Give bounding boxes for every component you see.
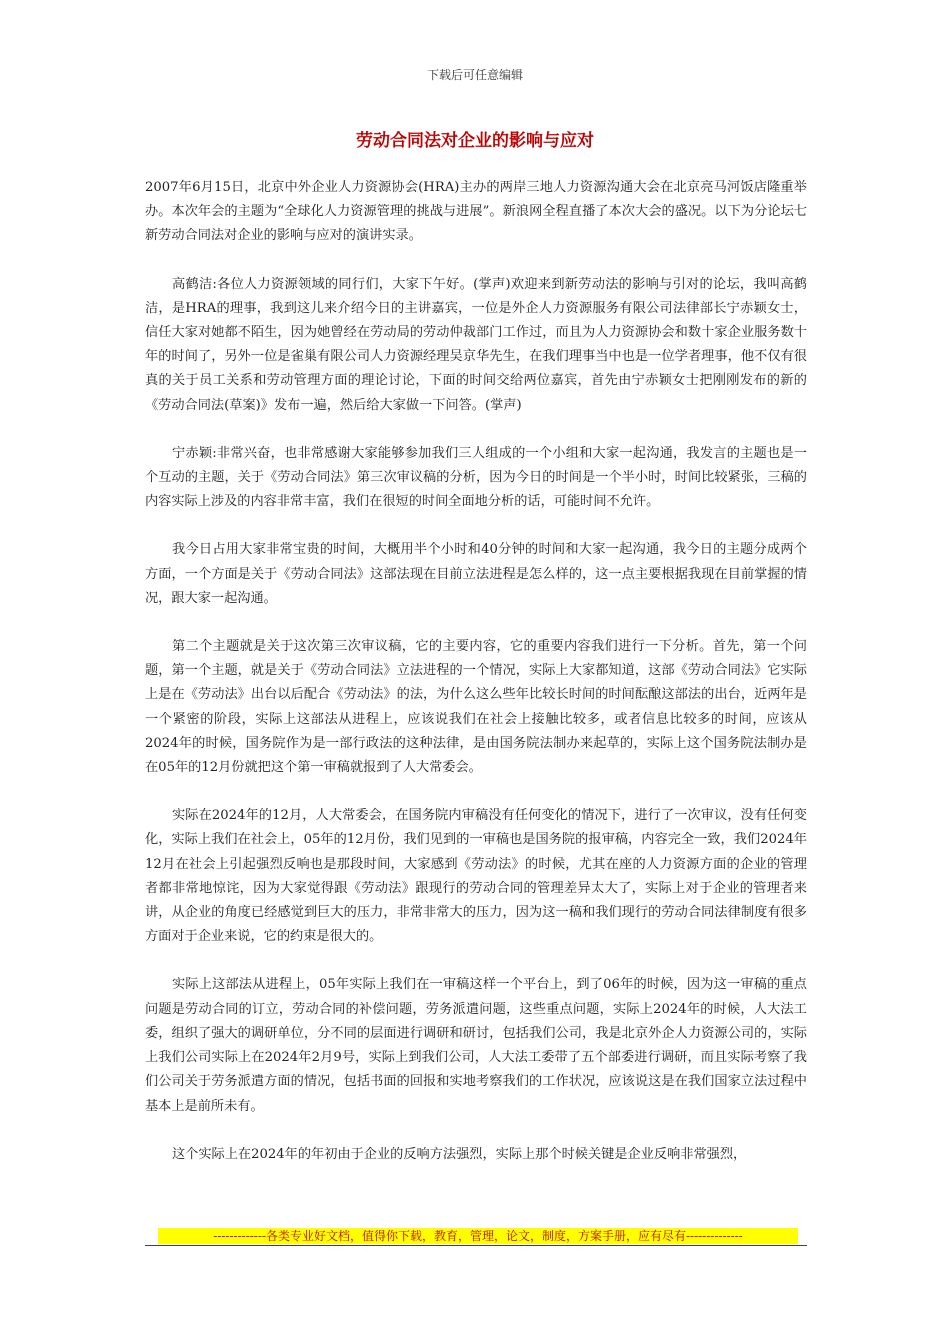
paragraph-ning-opening: 宁赤颖:非常兴奋，也非常感谢大家能够参加我们三人组成的一个小组和大家一起沟通，我发言的主题也是一个互动的主题，关于《劳动合同法》第三次审议稿的分析，因为今日的时间是一个半小时，时间比较紧张，三稿的内容实际上涉及的内容非常丰富，我们在很短的时间全面地分析的话，可能时间不允许。 [145,445,807,510]
document-body [145,176,807,1191]
paragraph-topics: 我今日占用大家非常宝贵的时间，大概用半个小时和40分钟的时间和大家一起沟通，我今日的主题分成两个方面，一个方面是关于《劳动合同法》这部法现在目前立法进程是怎么样的，这一点主要根据我现在目前掌握的情况，跟大家一起沟通。 [145,542,807,606]
paragraph-second-topic: 第二个主题就是关于这次第三次审议稿，它的主要内容，它的重要内容我们进行一下分析。首先，第一个问题，第一个主题，就是关于《劳动合同法》立法进程的一个情况，实际上大家都知道，这部《劳动合同法》它实际上是在《劳动法》出台以后配合《劳动法》的法，为什么这么些年比较长时间的时间酝酿这部法的出台，近两年是一个紧密的阶段，实际上这部法从进程上，应该说我们在社会上接触比较多，或者信息比较多的时间，应该从2024年的时候，国务院作为是一部行政法的这种法律，是由国务院法制办来起草的，实际上这个国务院法制办是在05年的12月份就把这个第一审稿就报到了人大常委会。 [145,639,807,776]
footer-banner: -------------各类专业好文档，值得你下载，教育，管理，论文，制度，方案手册，应有尽有-------------- [158,1228,798,1244]
paragraph-gao-intro: 高鹤洁:各位人力资源领域的同行们，大家下午好。(掌声)欢迎来到新劳动法的影响与引对的论坛，我叫高鹤洁，是HRA的理事，我到这儿来介绍今日的主讲嘉宾，一位是外企人力资源服务有限公司法律部长宁赤颖女士，信任大家对她都不陌生，因为她曾经在劳动局的劳动仲裁部门工作过，而且为人力资源协会和数十家企业服务数十年的时间了，另外一位是雀巢有限公司人力资源经理吴京华先生，在我们理事当中也是一位学者理事，他不仅有很真的关于员工关系和劳动管理方面的理论讨论，下面的时间交给两位嘉宾，首先由宁赤颖女士把刚刚发布的新的《劳动合同法(草案)》发布一遍，然后给大家做一下问答。(掌声) [145,276,807,413]
page-header: 下载后可任意编辑 [426,68,523,82]
paragraph-first-review: 实际在2024年的12月，人大常委会，在国务院内审稿没有任何变化的情况下，进行了一次审议，没有任何变化，实际上我们在社会上，05年的12月份，我们见到的一审稿也是国务院的报审稿，内容完全一致，我们2024年12月在社会上引起强烈反响也是那段时间，大家感到《劳动法》的时候，尤其在座的人力资源方面的企业的管理者都非常地惊诧，因为大家觉得跟《劳动法》跟现行的劳动合同的管理差异太大了，实际上对于企业的管理者来讲，从企业的角度已经感觉到巨大的压力，非常非常大的压力，因为这一稿和我们现行的劳动合同法律制度有很多方面对于企业来说，它的约束是很大的。 [145,808,807,945]
paragraph-truncated: 这个实际上在2024年的年初由于企业的反响方法强烈，实际上那个时候关键是企业反响非常强烈， [172,1146,747,1162]
footer-divider [145,1245,807,1246]
document-title: 劳动合同法对企业的影响与应对 [356,131,594,151]
paragraph-intro: 2007年6月15日，北京中外企业人力资源协会(HRA)主办的两岸三地人力资源沟通大会在北京亮马河饭店隆重举办。本次年会的主题为“全球化人力资源管理的挑战与进展”。新浪网全程直播了本次大会的盛况。以下为分论坛七新劳动合同法对企业的影响与应对的演讲实录。 [145,180,807,244]
paragraph-research: 实际上这部法从进程上，05年实际上我们在一审稿这样一个平台上，到了06年的时候，因为这一审稿的重点问题是劳动合同的订立，劳动合同的补偿问题，劳务派遣问题，这些重点问题，实际上2024年的时候，人大法工委，组织了强大的调研单位，分不同的层面进行调研和研讨，包括我们公司，我是北京外企人力资源公司的，实际上我们公司实际上在2024年2月9号，实际上到我们公司，人大法工委带了五个部委进行调研，而且实际考察了我们公司关于劳务派遣方面的情况，包括书面的回报和实地考察我们的工作状况，应该说这是在我们国家立法过程中基本上是前所未有。 [145,977,807,1114]
